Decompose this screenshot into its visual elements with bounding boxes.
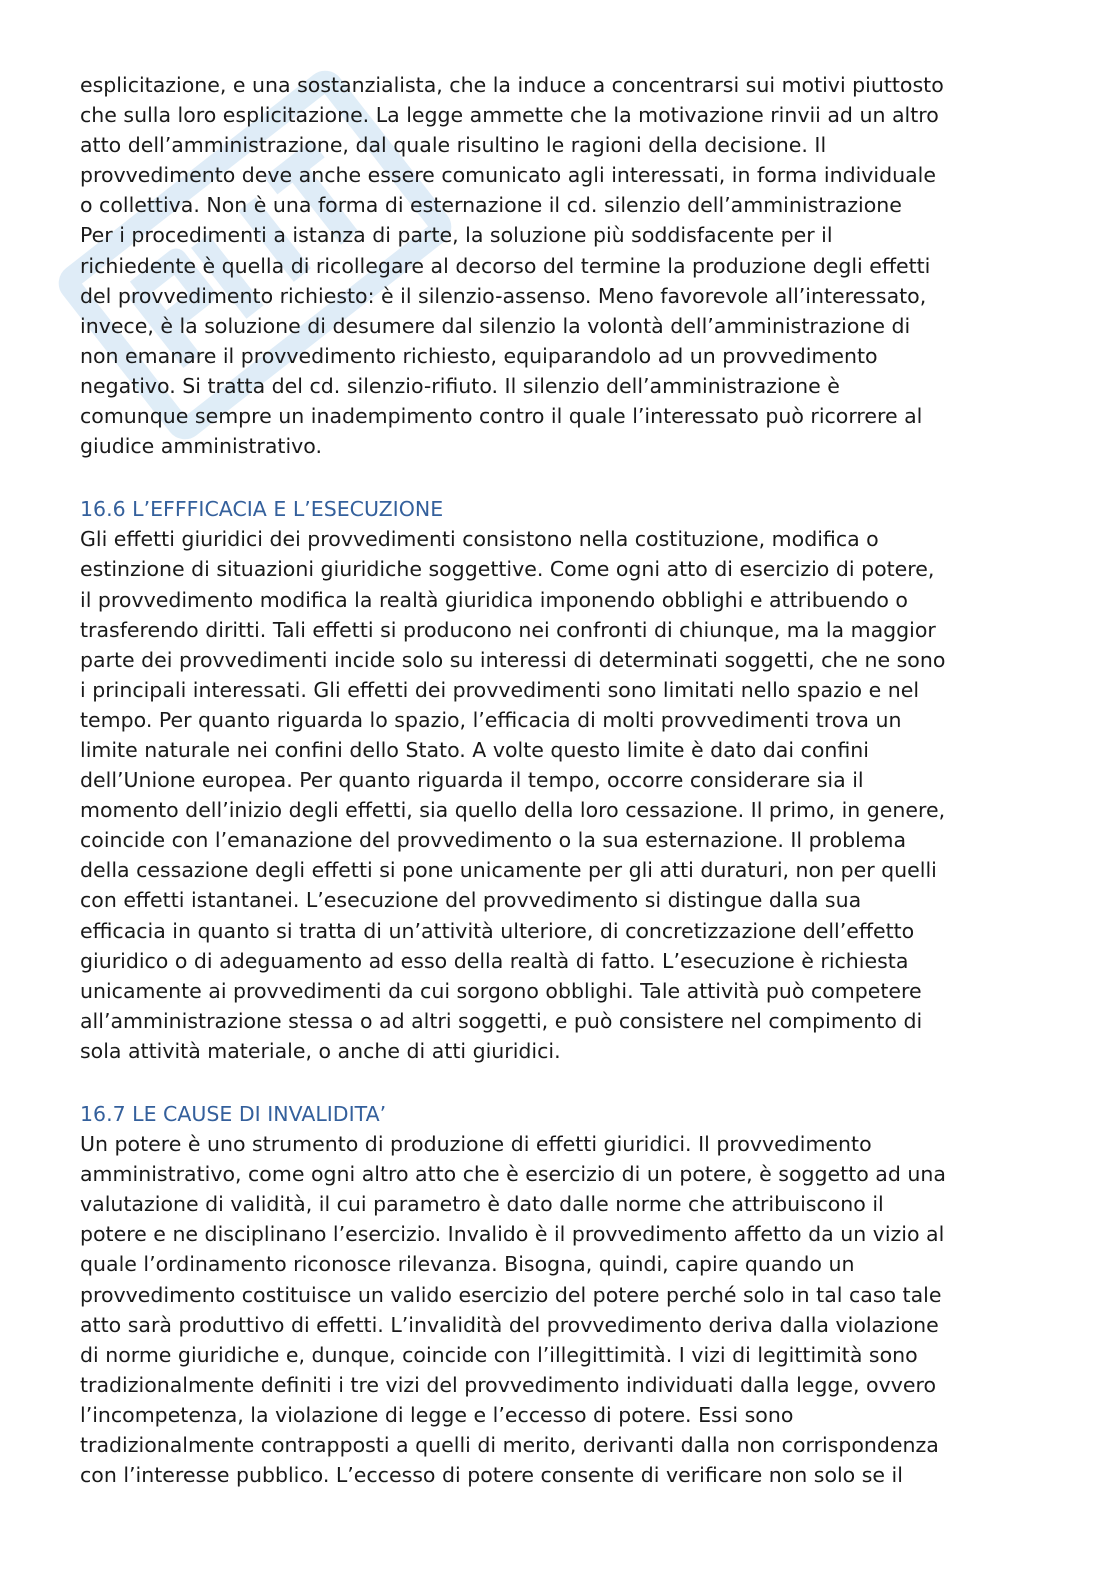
text-line: provvedimento deve anche essere comunicato agli interessati, in forma individuale	[80, 163, 936, 188]
text-line: trasferendo diritti. Tali effetti si producono nei confronti di chiunque, ma la maggior	[80, 617, 936, 642]
text-line: unicamente ai provvedimenti da cui sorgono obblighi. Tale attività può competere	[80, 978, 922, 1003]
text-line: giuridico o di adeguamento ad esso della realtà di fatto. L’esecuzione è richiesta	[80, 948, 909, 973]
text-line: provvedimento costituisce un valido esercizio del potere perché solo in tal caso tale	[80, 1282, 942, 1307]
section-heading: 16.6 L’EFFFICACIA E L’ESECUZIONE	[80, 497, 444, 522]
text-line: sola attività materiale, o anche di atti giuridici.	[80, 1038, 561, 1063]
text-line: il provvedimento modifica la realtà giuridica imponendo obblighi e attribuendo o	[80, 587, 908, 612]
text-line: momento dell’inizio degli effetti, sia quello della loro cessazione. Il primo, in genere,	[80, 798, 946, 823]
text-line: efficacia in quanto si tratta di un’attività ulteriore, di concretizzazione dell’effetto	[80, 918, 915, 943]
text-line: Per i procedimenti a istanza di parte, la soluzione più soddisfacente per il	[80, 223, 833, 248]
text-line: del provvedimento richiesto: è il silenzio-assenso. Meno favorevole all’interessato,	[80, 283, 927, 308]
text-line: quale l’ordinamento riconosce rilevanza. Bisogna, quindi, capire quando un	[80, 1252, 855, 1277]
intro-section	[80, 70, 1040, 461]
text-line: atto dell’amministrazione, dal quale risultino le ragioni della decisione. Il	[80, 133, 827, 158]
text-line: che sulla loro esplicitazione. La legge ammette che la motivazione rinvii ad un altro	[80, 103, 939, 128]
text-line: atto sarà produttivo di effetti. L’invalidità del provvedimento deriva dalla violazione	[80, 1312, 939, 1337]
text-line: i principali interessati. Gli effetti dei provvedimenti sono limitati nello spazio e nel	[80, 677, 920, 702]
text-line: con effetti istantanei. L’esecuzione del provvedimento si distingue dalla sua	[80, 888, 862, 913]
text-line: dell’Unione europea. Per quanto riguarda il tempo, occorre considerare sia il	[80, 768, 864, 793]
text-line: limite naturale nei confini dello Stato. A volte questo limite è dato dai confini	[80, 737, 869, 762]
text-line: l’incompetenza, la violazione di legge e l’eccesso di potere. Essi sono	[80, 1402, 794, 1427]
text-line: amministrativo, come ogni altro atto che è esercizio di un potere, è soggetto ad una	[80, 1162, 946, 1187]
text-line: Un potere è uno strumento di produzione di effetti giuridici. Il provvedimento	[80, 1132, 872, 1157]
text-line: tradizionalmente definiti i tre vizi del provvedimento individuati dalla legge, ovvero	[80, 1372, 936, 1397]
text-line: all’amministrazione stessa o ad altri soggetti, e può consistere nel compimento di	[80, 1008, 923, 1033]
text-line: esplicitazione, e una sostanzialista, che la induce a concentrarsi sui motivi piuttosto	[80, 73, 944, 97]
text-line: negativo. Si tratta del cd. silenzio-rifiuto. Il silenzio dell’amministrazione è	[80, 373, 840, 398]
text-line: della cessazione degli effetti si pone unicamente per gli atti duraturi, non per quelli	[80, 858, 937, 883]
text-line: potere e ne disciplinano l’esercizio. Invalido è il provvedimento affetto da un vizio al	[80, 1222, 945, 1247]
text-line: Gli effetti giuridici dei provvedimenti consistono nella costituzione, modifica o	[80, 527, 879, 552]
text-line: non emanare il provvedimento richiesto, equiparandolo ad un provvedimento	[80, 343, 878, 368]
section-16-7	[80, 1099, 1040, 1490]
text-line: o collettiva. Non è una forma di esternazione il cd. silenzio dell’amministrazione	[80, 193, 902, 218]
document-page	[80, 70, 1040, 1490]
text-line: coincide con l’emanazione del provvedimento o la sua esternazione. Il problema	[80, 828, 907, 853]
text-line: giudice amministrativo.	[80, 434, 322, 459]
text-line: tempo. Per quanto riguarda lo spazio, l’efficacia di molti provvedimenti trova un	[80, 707, 902, 732]
text-line: tradizionalmente contrapposti a quelli di merito, derivanti dalla non corrispondenza	[80, 1433, 939, 1458]
text-line: valutazione di validità, il cui parametro è dato dalle norme che attribuiscono il	[80, 1192, 884, 1217]
text-line: comunque sempre un inadempimento contro il quale l’interessato può ricorrere al	[80, 404, 923, 429]
text-line: richiedente è quella di ricollegare al decorso del termine la produzione degli effetti	[80, 253, 931, 278]
text-line: di norme giuridiche e, dunque, coincide con l’illegittimità. I vizi di legittimità sono	[80, 1342, 918, 1367]
text-line: invece, è la soluzione di desumere dal silenzio la volontà dell’amministrazione di	[80, 313, 911, 338]
text-line: con l’interesse pubblico. L’eccesso di potere consente di verificare non solo se il	[80, 1463, 903, 1488]
section-heading: 16.7 LE CAUSE DI INVALIDITA’	[80, 1102, 387, 1126]
section-16-6	[80, 494, 1040, 1066]
text-line: parte dei provvedimenti incide solo su interessi di determinati soggetti, che ne sono	[80, 647, 946, 672]
text-line: estinzione di situazioni giuridiche soggettive. Come ogni atto di esercizio di potere,	[80, 557, 935, 582]
